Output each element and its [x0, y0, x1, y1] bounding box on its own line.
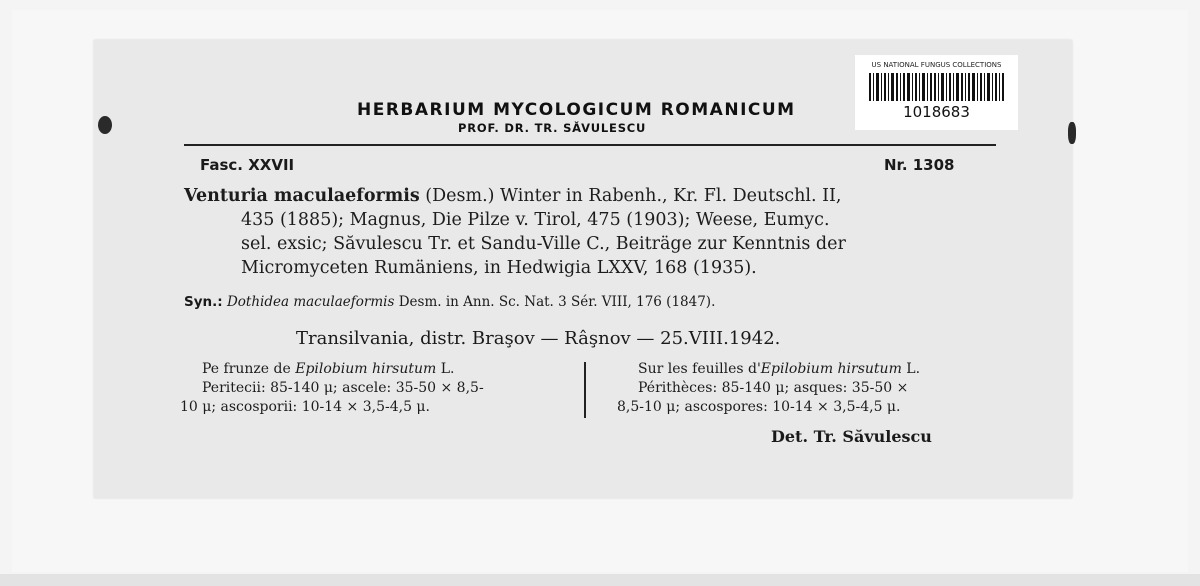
taxon-authority: (Desm.) Winter in Rabenh., Kr. Fl. Deutschl. II,	[419, 186, 842, 206]
barcode-number: 1018683	[903, 103, 970, 121]
fascicle-label: Fasc. XXVII	[200, 156, 295, 174]
herbarium-title: HERBARIUM MYCOLOGICUM ROMANICUM	[357, 100, 796, 120]
sheet-edge	[0, 574, 1200, 586]
barcode-institution: US NATIONAL FUNGUS COLLECTIONS	[871, 61, 1002, 69]
locality: Transilvania, distr. Braşov — Râşnov — 25.VIII.1942.	[296, 328, 781, 349]
barcode-icon	[869, 73, 1004, 101]
french-line-2: Périthèces: 85-140 μ; asques: 35-50 ×	[638, 380, 909, 396]
synonym-line	[184, 294, 715, 310]
taxon-line-4: Micromyceten Rumäniens, in Hedwigia LXXV, 168 (1935).	[241, 258, 757, 278]
specimen-mark	[1068, 122, 1076, 144]
taxon-line-2: 435 (1885); Magnus, Die Pilze v. Tirol, 475 (1903); Weese, Eumyc.	[241, 210, 830, 230]
taxon-name: Venturia maculaeformis	[184, 186, 420, 206]
french-host-species: Epilobium hirsutum	[760, 361, 902, 377]
romanian-line-2: Peritecii: 85-140 μ; ascele: 35-50 × 8,5-	[202, 380, 484, 396]
specimen-mark	[98, 116, 112, 134]
synonym-name: Dothidea maculaeformis	[226, 294, 395, 310]
barcode-label	[855, 55, 1018, 130]
determiner: Det. Tr. Săvulescu	[771, 427, 932, 446]
french-line-3: 8,5-10 μ; ascospores: 10-14 × 3,5-4,5 μ.	[617, 399, 901, 415]
taxon-line-1	[184, 186, 842, 206]
synonym-label: Syn.:	[184, 294, 223, 310]
taxon-line-3: sel. exsic; Săvulescu Tr. et Sandu-Ville C., Beiträge zur Kenntnis der	[241, 234, 846, 254]
column-divider	[584, 362, 586, 418]
herbarium-subtitle: PROF. DR. TR. SĂVULESCU	[458, 121, 647, 135]
french-host: Sur les feuilles d'Epilobium hirsutum L.	[638, 361, 921, 377]
synonym-reference: Desm. in Ann. Sc. Nat. 3 Sér. VIII, 176 (1847).	[394, 294, 716, 310]
specimen-number: Nr. 1308	[884, 156, 955, 174]
romanian-line-3: 10 μ; ascosporii: 10-14 × 3,5-4,5 μ.	[180, 399, 430, 415]
romanian-host-species: Epilobium hirsutum	[295, 361, 437, 377]
header-rule	[184, 144, 996, 146]
romanian-host: Pe frunze de Epilobium hirsutum L.	[202, 361, 455, 377]
